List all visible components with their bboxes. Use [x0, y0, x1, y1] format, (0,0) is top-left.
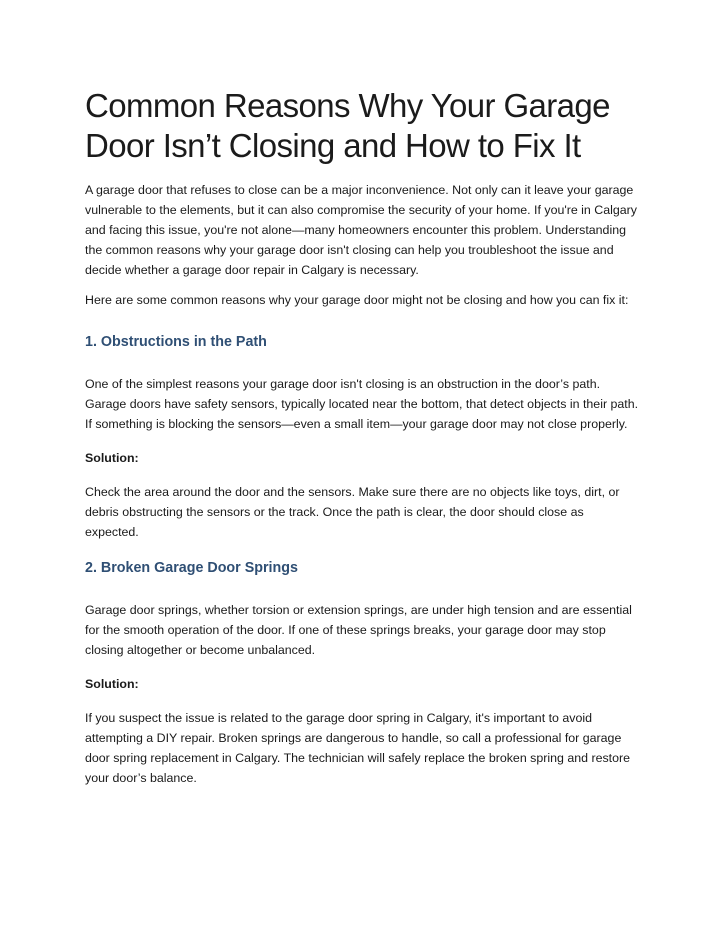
document-page [85, 86, 640, 804]
solution-text: Check the area around the door and the sensors. Make sure there are no objects like toys, dirt, or debris obstructing the sensors or the track. Once the path is clear, the door should close as expected. [85, 485, 620, 539]
section-body: Garage door springs, whether torsion or extension springs, are under high tension and are essential for the smooth operation of the door. If one of these springs breaks, your garage door may stop closing altogether or become unbalanced. [85, 603, 632, 657]
section-body: One of the simplest reasons your garage door isn't closing is an obstruction in the door’s path. Garage doors have safety sensors, typically located near the bottom, that detect objects in their path. If something is blocking the sensors—even a small item—your garage door may not close properly. [85, 377, 639, 431]
section-heading: 1. Obstructions in the Path [85, 334, 267, 350]
solution-label: Solution: [85, 451, 139, 465]
page-title: Common Reasons Why Your Garage Door Isn’t Closing and How to Fix It [85, 87, 610, 164]
lead-paragraph: Here are some common reasons why your garage door might not be closing and how you can fix it: [85, 293, 629, 307]
intro-paragraph: A garage door that refuses to close can be a major inconvenience. Not only can it leave your garage vulnerable to the elements, but it can also compromise the security of your home. If you're in Calgary and facing this issue, you're not alone—many homeowners encounter this problem. Understanding the common reasons why your garage door isn't closing can help you troubleshoot the issue and decide whether a garage door repair in Calgary is necessary. [85, 183, 637, 277]
section-obstructions [85, 332, 640, 542]
section-heading: 2. Broken Garage Door Springs [85, 560, 298, 576]
section-springs [85, 558, 640, 788]
solution-text: If you suspect the issue is related to the garage door spring in Calgary, it's important to avoid attempting a DIY repair. Broken springs are dangerous to handle, so call a professional for garage door spring replacement in Calgary. The technician will safely replace the broken spring and restore your door’s balance. [85, 711, 631, 785]
solution-label: Solution: [85, 677, 139, 691]
